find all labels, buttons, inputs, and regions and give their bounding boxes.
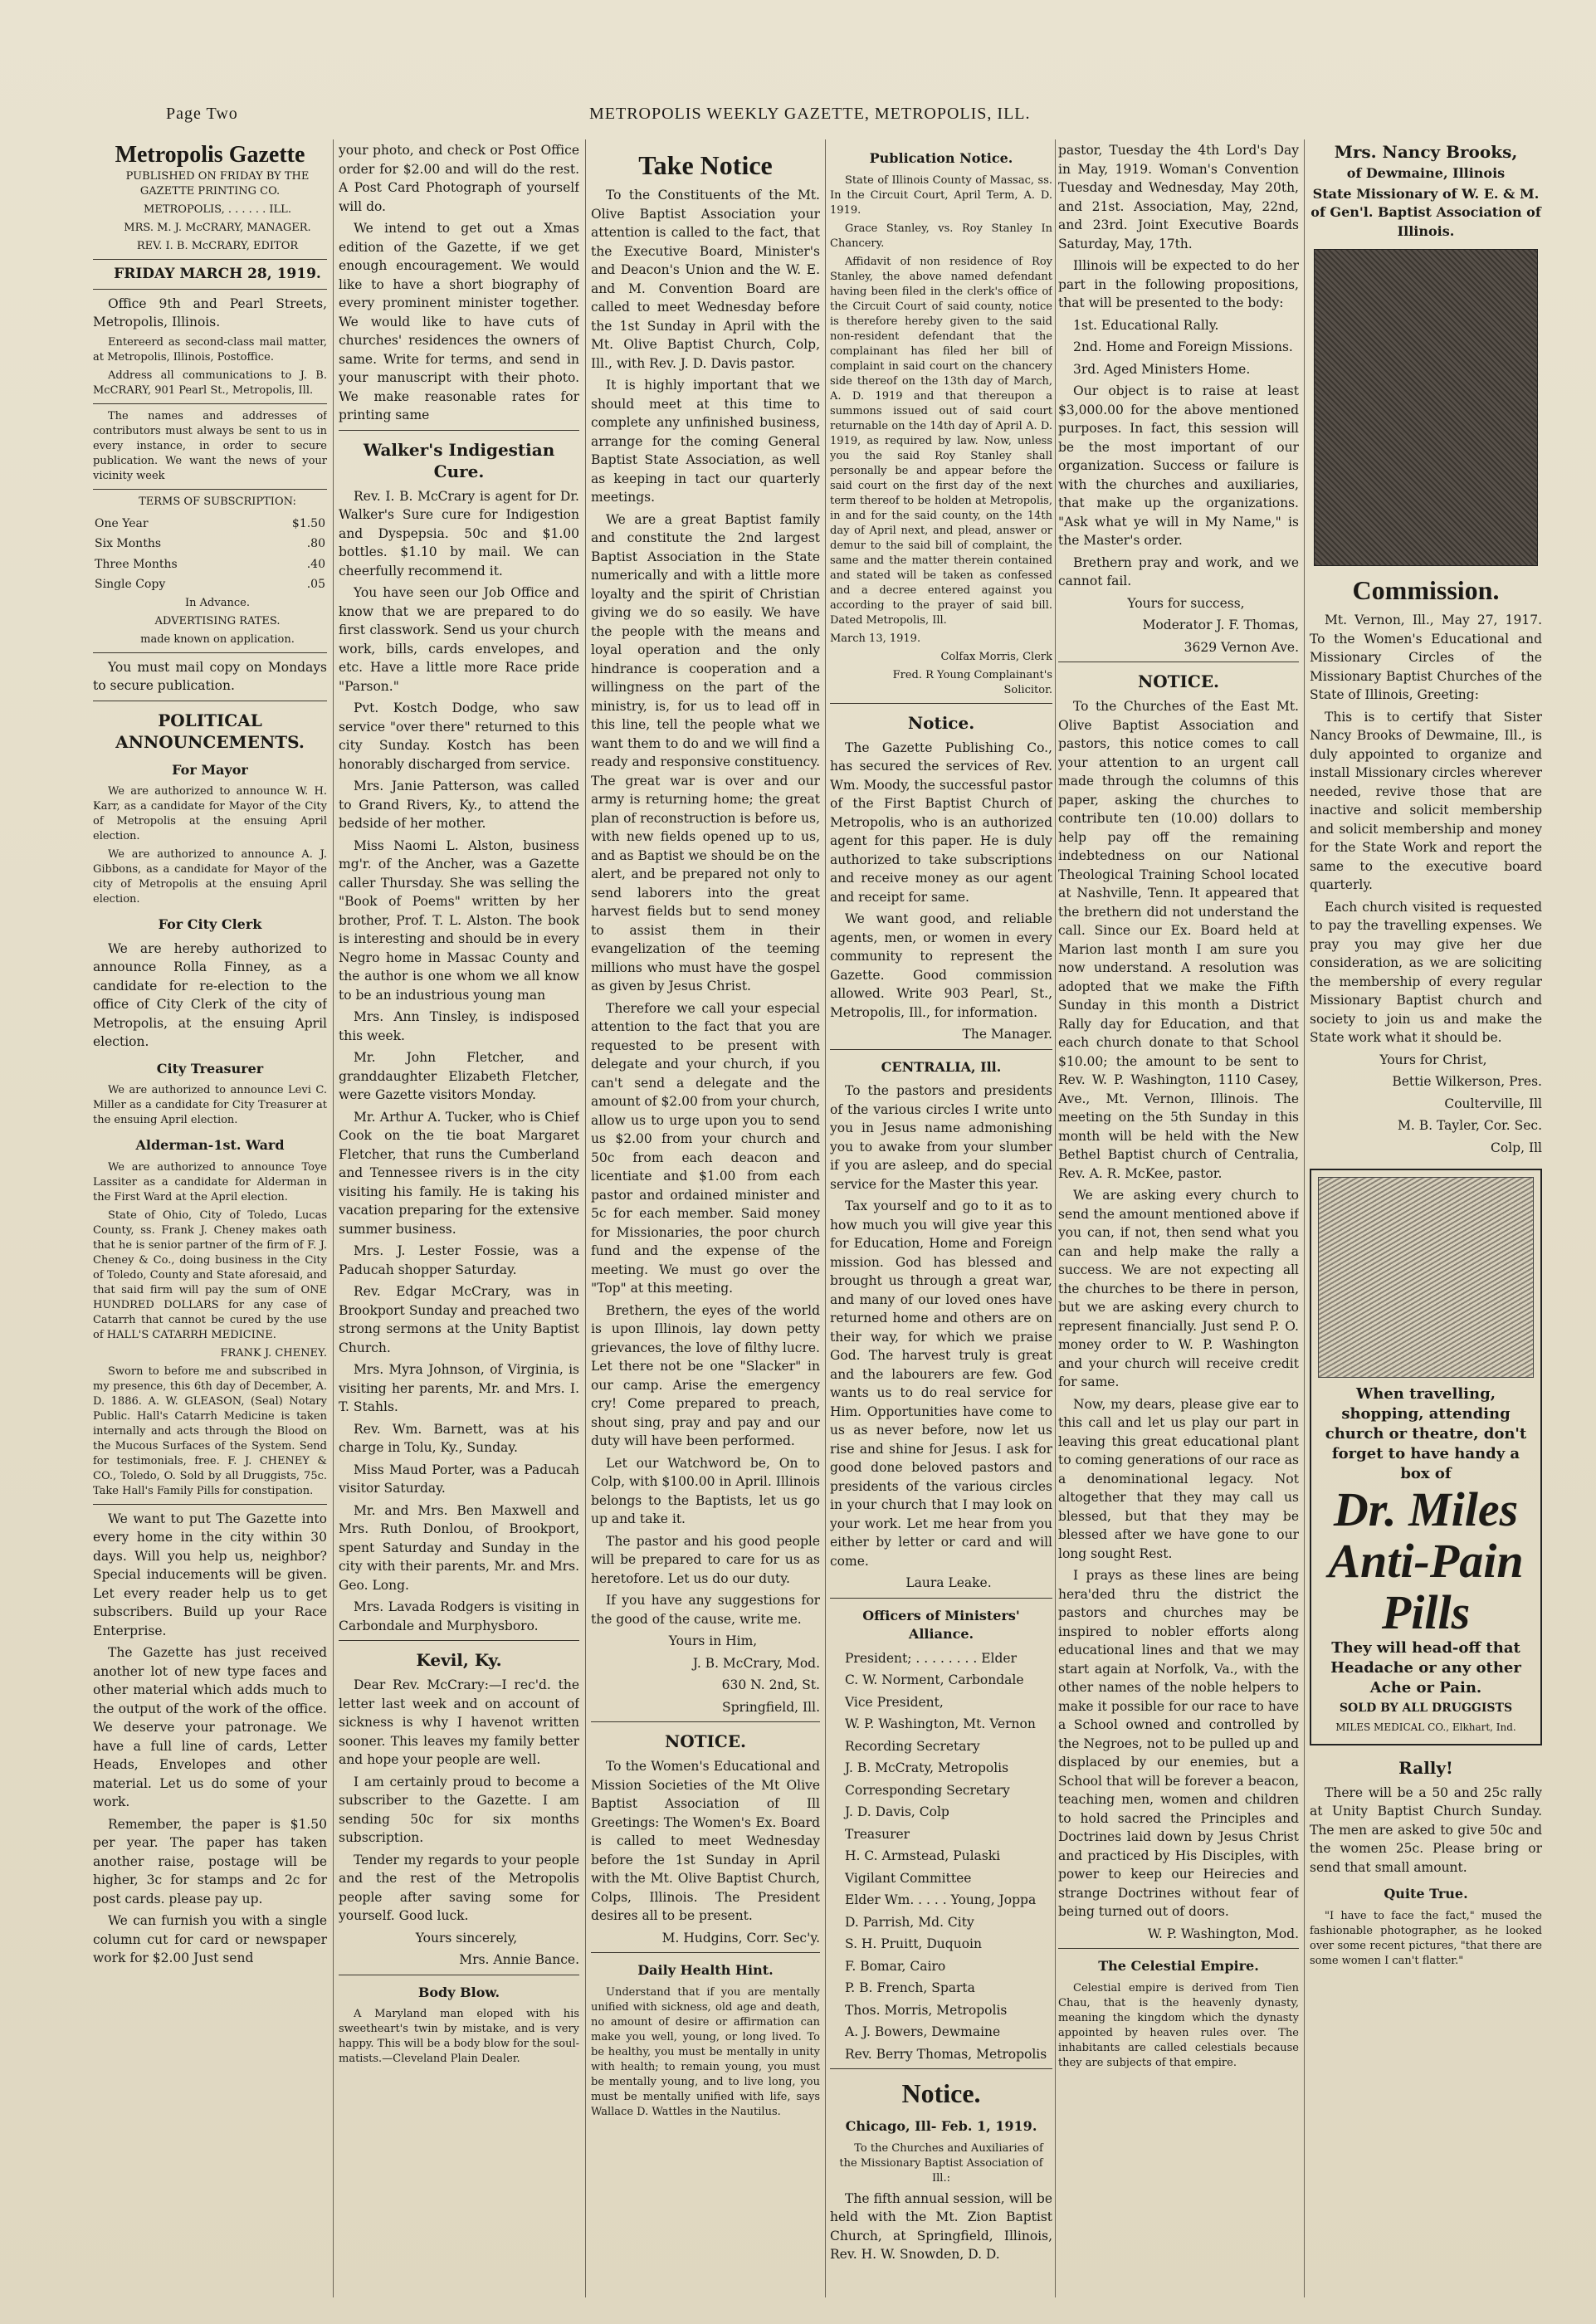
rally-heading: Rally! bbox=[1398, 1757, 1453, 1778]
list-item: S. H. Pruitt, Duquoin bbox=[845, 1936, 982, 1951]
take-notice-city: Springfield, Ill. bbox=[721, 1699, 820, 1715]
commission-sig-4: Colp, Ill bbox=[1491, 1140, 1542, 1155]
column-4 bbox=[830, 141, 1052, 2299]
chicago-heading: Chicago, Ill- Feb. 1, 1919. bbox=[845, 2118, 1037, 2134]
column-rule bbox=[1055, 139, 1056, 2297]
entered-notice: Entereerd as second-class mail matter, at Metropolis, Illinois, Postoffice. bbox=[93, 335, 327, 364]
fletcher-item: Mr. John Fletcher, and granddaughter Elizabeth Fletcher, were Gazette visitors Monday. bbox=[339, 1050, 579, 1102]
list-item: Thos. Morris, Metropolis bbox=[845, 2002, 1008, 2018]
catarrh-ad: State of Ohio, City of Toledo, Lucas County, ss. Frank J. Cheney makes oath that he is senior partner of the firm of F. J. Cheney & Co., doing business in the City of Toledo, County and State aforesaid, and that said firm will pay the sum of ONE HUNDRED DOLLARS for any case of Catarrh that cannot be cured by the use of HALL'S CATARRH MEDICINE. bbox=[93, 1208, 327, 1341]
column-5 bbox=[1058, 141, 1299, 2299]
kevil-heading: Kevil, Ky. bbox=[416, 1650, 502, 1670]
johnson-item: Mrs. Myra Johnson, of Virginia, is visiting her parents, Mr. and Mrs. I. T. Stahls. bbox=[339, 1362, 579, 1414]
notice-signature: The Manager. bbox=[962, 1027, 1052, 1042]
clerk-heading: For City Clerk bbox=[158, 916, 262, 932]
list-item: Vigilant Committee bbox=[845, 1870, 972, 1886]
fossie-item: Mrs. J. Lester Fossie, was a Paducah shopper Saturday. bbox=[339, 1243, 579, 1277]
empire-text: Celestial empire is derived from Tien Chau, that is the heavenly dynasty, meaning the kingdom which the dynasty appointed by heaven rules over. The inhabitants are called celestials because they are subjects of that empire. bbox=[1058, 1981, 1299, 2069]
ad-sold: SOLD BY ALL DRUGGISTS bbox=[1339, 1702, 1513, 1715]
notice-signature: W. P. Washington, Mod. bbox=[1147, 1926, 1299, 1941]
commission-p1: Mt. Vernon, Ill., May 27, 1917. To the Women's Educational and Missionary Circles of the Missionary Baptist Churches of the State of Illinois, Greeting: bbox=[1310, 613, 1542, 702]
notice-heading: NOTICE. bbox=[664, 1731, 747, 1751]
propositions-intro: Illinois will be expected to do her part in the following propositions, that will be presented to the body: bbox=[1058, 258, 1299, 310]
list-item: F. Bomar, Cairo bbox=[845, 1958, 946, 1974]
remember-notice: Remember, the paper is $1.50 per year. The paper has taken another raise, postage will be higher, 3c for stamps and 2c for post cards. please pay up. bbox=[93, 1816, 327, 1907]
body-blow-text: A Maryland man eloped with his sweetheart's twin by mistake, and is very happy. This will be a body blow for the soul-matists.—Cleveland Plain Dealer. bbox=[339, 2008, 579, 2065]
dodge-item: Pvt. Kostch Dodge, who saw service "over there" returned to this city Sunday. Kostch has been honorably discharged from service. bbox=[339, 701, 579, 772]
health-hint-heading: Daily Health Hint. bbox=[637, 1962, 774, 1978]
alderman-heading: Alderman-1st. Ward bbox=[135, 1137, 285, 1153]
health-hint-text: Understand that if you are mentally unified with sickness, old age and death, no amount of desire or affirmation can make you well, young, or long lived. To be healthy, you must be mentally in unity with health; to remain young, you must be mentally young, and to live long, you must be mentally unified with life, says Wallace D. Wattles in the Nautilus. bbox=[591, 1985, 820, 2118]
centralia-p2: Tax yourself and go to it as to how much you will give year this for Education, Home and Foreign mission. God has blessed and brought us through a great war, and many of our loved ones have returned home and others are on their way, for which we praise God. The harvest truly is great and the labourers are few. God wants us to do real service for Him. Opportunities have come to us as never before, now let us rise and shine for Jesus. I ask for good done beloved pastors and presidents of the various circles in your church that I may look on your work. Let me hear from you either by letter or card and will come. bbox=[830, 1199, 1052, 1569]
brooks-heading: Mrs. Nancy Brooks, bbox=[1334, 142, 1518, 162]
walker-text: Rev. I. B. McCrary is agent for Dr. Walker's Sure cure for Indigestion and Dyspepsia. 50c and $1.00 bottles. $1.10 by mail. We can cheerfully recommend it. bbox=[339, 488, 579, 579]
names-notice: The names and addresses of contributors must always be sent to us in every instance, in order to secure publication. We want the news of your vicinity week bbox=[93, 409, 327, 482]
notice-p3: Now, my dears, please give ear to this call and let us play our part in leaving this great educational plant to coming generations of our race as a denominational legacy. Not altogether that they may call us blessed, but that they may be blessed after we have gone to our long sought Rest. bbox=[1058, 1396, 1299, 1561]
table-row bbox=[95, 555, 325, 574]
terms-price: .40 bbox=[306, 557, 325, 571]
catarrh-signature: FRANK J. CHENEY. bbox=[220, 1346, 327, 1360]
subscription-table bbox=[93, 513, 327, 596]
notice-p4: I prays as these lines are being hera'ded thru the district the pastors and churches may be inspired to nobler efforts along educational lines and that we may start again at Norfolk, Va., with the other names of the noble helpers to make it possible for our race to have a School owned and controlled by the Negroes, not to be pulled up and displaced by our enemies, but a School that will be forever a beacon, teaching men, women and children to hold sacred the Principles and Doctrines laid down by Jesus Christ and practiced by His Disciples, with power to keep our Heirecies and strange Doctrines without fear of being turned out of doors. bbox=[1058, 1568, 1299, 1919]
terms-label: Six Months bbox=[95, 537, 162, 550]
take-notice-p3: We are a great Baptist family and constitute the 2nd largest Baptist Association in the State numerically and with a little more loyalty and the spirit of Christian giving we do so easily. We have the people with the means and loyal operation and the only hindrance is cooperation and a willingness on the part of the ministry, is, for us to lead off in this line, tell the people what we want them to do and we will find a ready and responsive constituency. The great war is over and our army is returning home; the great plan of reconstruction is before us, with new fields opened up to us, and as Baptist we should be on the alert, and be prepared not only to send laborers into the great harvest fields but to send money to assist them in their evangelization of the teeming millions who must have the gospel as given by Jesus Christ. bbox=[591, 511, 820, 994]
brooks-town: of Dewmaine, Illinois bbox=[1346, 165, 1506, 181]
edgar-item: Rev. Edgar McCrary, was in Brookport Sunday and preached two strong sermons at the Unity Baptist Church. bbox=[339, 1284, 579, 1355]
treasurer-heading: City Treasurer bbox=[156, 1060, 264, 1077]
officers-list bbox=[830, 1649, 1052, 2064]
notice-heading-2: Notice. bbox=[901, 2078, 981, 2108]
publication-case: Grace Stanley, vs. Roy Stanley In Chancery. bbox=[830, 222, 1052, 250]
adv-rates-title: ADVERTISING RATES. bbox=[154, 614, 281, 627]
commission-p3: Each church visited is requested to pay the travelling expenses. We pray you may give her due consideration, as we are soliciting the membership of every regular Missionary Baptist church and society to join us and make the State work what it should be. bbox=[1310, 899, 1542, 1045]
take-notice-p7: The pastor and his good people will be prepared to care for us as heretofore. Let us do our duty. bbox=[591, 1533, 820, 1586]
commission-heading: Commission. bbox=[1352, 575, 1500, 605]
list-item: Treasurer bbox=[845, 1826, 910, 1842]
list-item: Elder Wm. . . . . Young, Joppa bbox=[845, 1892, 1037, 1907]
notice-p1: To the Churches of the East Mt. Olive Baptist Association and pastors, this notice comes to call your attention to an urgent call made through the columns of this paper, asking the churches to contribute ten (10.00) dollars to help pay off the remaining indebtedness on our National Theological Training School located at Nashville, Tenn. It appeared that the brethern did not understand the call. Since our Ex. Board held at Marion last month I am sure you now understand. A resolution was adopted that we make the Fifth Sunday in this month a District Rally day for Education, and that each church donate to that School $10.00; the amount to be sent to Rev. W. P. Washington, 1110 Casey, Ave., Mt. Vernon, Illinois. The meeting on the 5th Sunday in this month will be held with the New Bethel Baptist church of Centralia, Rev. A. R. McKee, pastor. bbox=[1058, 699, 1299, 1181]
in-advance: In Advance. bbox=[185, 596, 250, 609]
list-item: C. W. Norment, Carbondale bbox=[845, 1672, 1024, 1687]
column-rule bbox=[1304, 139, 1305, 2297]
commission-sig-3: M. B. Tayler, Cor. Sec. bbox=[1398, 1118, 1542, 1133]
mayor-heading: For Mayor bbox=[172, 761, 248, 778]
commission-sig-2: Coulterville, Ill bbox=[1444, 1096, 1542, 1111]
adv-rates-text: made known on application. bbox=[140, 632, 295, 646]
political-heading: POLITICAL ANNOUNCEMENTS. bbox=[115, 710, 305, 752]
list-item: 3rd. Aged Ministers Home. bbox=[1073, 361, 1251, 377]
notice-heading: Notice. bbox=[907, 712, 975, 733]
column-rule bbox=[585, 139, 586, 2297]
list-item: Corresponding Secretary bbox=[845, 1782, 1010, 1798]
list-item: J. D. Davis, Colp bbox=[845, 1804, 949, 1819]
pray-text: Brethern pray and work, and we cannot fail. bbox=[1058, 554, 1299, 588]
moderator-address: 3629 Vernon Ave. bbox=[1184, 639, 1299, 655]
table-row bbox=[95, 575, 325, 594]
job-office: You have seen our Job Office and know that we are prepared to do first classwork. Send us your church work, bills, cards envelopes, and etc. Have a little more Race pride "Parson." bbox=[339, 585, 579, 694]
place-line: METROPOLIS, . . . . . . ILL. bbox=[144, 203, 291, 216]
list-item: W. P. Washington, Mt. Vernon bbox=[845, 1716, 1036, 1731]
object-text: Our object is to raise at least $3,000.00 for the above mentioned purposes. In fact, this session will be the most important of our organization. Success or failure is with the churches and auxiliaries, that make up the organizations. "Ask what ye will in My Name," is the Master's order. bbox=[1058, 383, 1299, 548]
commission-closing: Yours for Christ, bbox=[1379, 1052, 1487, 1067]
kevil-closing: Yours sincerely, bbox=[415, 1930, 518, 1946]
take-notice-p8: If you have any suggestions for the good of the cause, write me. bbox=[591, 1593, 820, 1627]
take-notice-heading: Take Notice bbox=[638, 150, 773, 180]
notice-heading: NOTICE. bbox=[1137, 671, 1220, 691]
list-item: J. B. McCraty, Metropolis bbox=[845, 1760, 1009, 1775]
take-notice-p1: To the Constituents of the Mt. Olive Baptist Association your attention is called to the fact, that the Executive Board, Minister's and Deacon's Union and the W. E. and M. Convention Board are called to meet Wednesday before the 1st Sunday in April with the Mt. Olive Baptist Church, Colp, Ill., with Rev. J. D. Davis pastor. bbox=[591, 188, 820, 371]
list-item: Recording Secretary bbox=[845, 1738, 980, 1754]
notice-signature: M. Hudgins, Corr. Sec'y. bbox=[661, 1930, 820, 1946]
chicago-salutation: To the Churches and Auxiliaries of the Missionary Baptist Association of Ill.: bbox=[839, 2141, 1043, 2185]
porter-item: Miss Maud Porter, was a Paducah visitor Saturday. bbox=[339, 1462, 579, 1496]
terms-price: .80 bbox=[306, 537, 325, 550]
address-notice: Address all communications to J. B. McCRARY, 901 Pearl St., Metropolis, Ill. bbox=[93, 369, 327, 397]
take-notice-p4: Therefore we call your especial attention to the fact that you are requested to be present with delegate and your church, if you can't send a delegate and the amount of $2.00 from your church, allow us to urge upon you to send us $2.00 from your church and 50c from each deacon and licentiate and $1.00 from each pastor and ordained minister and 5c for each member. Said money for Missionaries, the poor church fund and the expense of the meeting. We must go over the "Top" at this meeting. bbox=[591, 1000, 820, 1296]
table-row bbox=[95, 515, 325, 534]
clerk-notice: We are hereby authorized to announce Rolla Finney, as a candidate for re-election to the office of City Clerk of the city of Metropolis, at the ensuing April election. bbox=[93, 940, 327, 1049]
ad-text-2: They will head-off that Headache or any other Ache or Pain. bbox=[1330, 1639, 1521, 1697]
kevil-letter-2: I am certainly proud to become a subscriber to the Gazette. I am sending 50c for six months subscription. bbox=[339, 1774, 579, 1845]
column-3 bbox=[591, 141, 820, 2299]
take-notice-address: 630 N. 2nd, St. bbox=[721, 1677, 820, 1692]
portrait-photo bbox=[1314, 249, 1538, 566]
take-notice-closing: Yours in Him, bbox=[668, 1633, 758, 1648]
column-2 bbox=[339, 141, 579, 2299]
centralia-heading: CENTRALIA, Ill. bbox=[881, 1058, 1002, 1075]
take-notice-signature: J. B. McCrary, Mod. bbox=[692, 1655, 820, 1671]
want-notice: We want to put The Gazette into every home in the city within 30 days. Will you help us, neighbor? Special inducements will be given. Let every reader help us to get subscribers. Build up your Race Enterprise. bbox=[93, 1511, 327, 1638]
received-notice: The Gazette has just received another lot of new type faces and other material which adds much to the output of the work of the office. We deserve your patronage. We have a full line of cards, Letter Heads, Envelopes and other material. Let us do some of your work. bbox=[93, 1645, 327, 1809]
column-rule bbox=[825, 139, 826, 2297]
list-item: H. C. Armstead, Pulaski bbox=[845, 1848, 1001, 1863]
column-rule bbox=[333, 139, 334, 2297]
patterson-item: Mrs. Janie Patterson, was called to Grand Rivers, Ky., to attend the bedside of her mother. bbox=[339, 779, 579, 831]
notice-text: The Gazette Publishing Co., has secured the services of Rev. Wm. Moody, the successful pastor of the First Baptist Church of Metropolis, who is an authorized agent for this paper. He is duly authorized to take subscriptions and receive money as our agent and receipt for same. bbox=[830, 740, 1052, 905]
xmas-notice: We intend to get out a Xmas edition of the Gazette, if we get enough encouragement. We would like to have a short biography of every prominent minister together. We would like to have cuts of churches' residences the owners of same. Write for terms, and send in your manuscript with their photo. We make reasonable rates for printing same bbox=[339, 221, 579, 422]
centralia-signature: Laura Leake. bbox=[905, 1575, 992, 1590]
publication-solicitor: Fred. R Young Complainant's Solicitor. bbox=[892, 668, 1052, 696]
centralia-p1: To the pastors and presidents of the various circles I write unto you in Jesus name admonishing you to awake from your slumber if you are asleep, and do special service for the Master this year. bbox=[830, 1083, 1052, 1192]
ad-company: MILES MEDICAL CO., Elkhart, Ind. bbox=[1335, 1721, 1516, 1733]
commission-p2: This is to certify that Sister Nancy Brooks of Dewmaine, Ill., is duly appointed to organize and install Missionary circles wherever needed, revive those that are inactive and solicit membership and solicit membership and money for the State Work and report the same to the executive board quarterly. bbox=[1310, 709, 1542, 892]
photo-notice: your photo, and check or Post Office order for $2.00 and will do the rest. A Post Card Photograph of yourself will do. bbox=[339, 143, 579, 214]
terms-title: TERMS OF SUBSCRIPTION: bbox=[139, 495, 296, 508]
body-blow-heading: Body Blow. bbox=[417, 1984, 500, 2000]
list-item: P. B. French, Sparta bbox=[845, 1980, 975, 1995]
walker-heading: Walker's Indigestian Cure. bbox=[363, 439, 555, 481]
masthead: Metropolis Gazette bbox=[115, 142, 305, 168]
moderator-signature: Moderator J. F. Thomas, bbox=[1142, 618, 1299, 632]
notice-text: To the Women's Educational and Mission Societies of the Mt Olive Baptist Association of Ill Greetings: The Women's Ex. Board is called to meet Wednesday before the 1st Sunday in April with the Mt. Olive Baptist Church, Colps, Illinois. The President desires all to be present. bbox=[591, 1759, 820, 1923]
kevil-signature: Mrs. Annie Bance. bbox=[459, 1952, 579, 1967]
barnett-item: Rev. Wm. Barnett, was at his charge in Tolu, Ky., Sunday. bbox=[339, 1421, 579, 1455]
terms-label: Three Months bbox=[95, 557, 178, 571]
page-header bbox=[166, 98, 1461, 131]
take-notice-p5: Brethern, the eyes of the world is upon Illinois, lay down petty grievances, the love of filthy lucre. Let there not be one "Slacker" in our camp. Arise the emergency cry! Come prepared to preach, shout sing, pray and pay and our duty will have been performed. bbox=[591, 1302, 820, 1448]
notice-agents: We want good, and reliable agents, men, or women in every community to represent the Gazette. Good commission allowed. Write 903 Pearl, St., Metropolis, Ill., for information. bbox=[830, 911, 1052, 1020]
publication-state: State of Illinois County of Massac, ss. In the Circuit Court, April Term, A. D. 1919. bbox=[830, 173, 1052, 217]
manager-line: MRS. M. J. McCRARY, MANAGER. bbox=[124, 222, 311, 234]
mayor-notice-1: We are authorized to announce W. H. Karr, as a candidate for Mayor of the City of Metropolis at the ensuing April election. bbox=[93, 785, 327, 842]
tinsley-item: Mrs. Ann Tinsley, is indisposed this week. bbox=[339, 1009, 579, 1043]
catarrh-ad-2: Sworn to before me and subscribed in my presence, this 6th day of December, A. D. 1886. A. W. GLEASON, (Seal) Notary Public. Hall's Catarrh Medicine is taken internally and acts through the Blood on the Mucous Surfaces of the System. Send for testimonials, free. F. J. CHENEY & CO., Toledo, O. Sold by all Druggists, 75c. Take Hall's Family Pills for constipation. bbox=[93, 1365, 327, 1497]
terms-price: .05 bbox=[306, 578, 325, 591]
notice-p2: We are asking every church to send the amount mentioned above if you can, if not, then send what you can and help make the rally a success. We are not expecting all the churches to be there in person, but we are asking every church to represent financially. Just send P. O. money order to W. P. Washington and your church will receive credit for same. bbox=[1058, 1188, 1299, 1389]
kevil-letter-1: Dear Rev. McCrary:—I rec'd. the letter last week and on account of sickness is why I havenot written sooner. This leaves my family better and hope your people are well. bbox=[339, 1677, 579, 1767]
list-item: D. Parrish, Md. City bbox=[845, 1914, 974, 1930]
column-6 bbox=[1310, 141, 1542, 2299]
take-notice-p2: It is highly important that we should meet at this time to complete any unfinished business, arrange for the coming General Baptist State Association, as well as keeping in tact our quarterly meetings. bbox=[591, 378, 820, 505]
ad-illustration bbox=[1318, 1177, 1534, 1378]
office-address: Office 9th and Pearl Streets, Metropolis, Illinois. bbox=[93, 295, 327, 330]
list-item: 1st. Educational Rally. bbox=[1073, 317, 1219, 333]
quite-true-text: "I have to face the fact," mused the fashionable photographer, as he looked over some recent pictures, "that there are some women I can't flatter." bbox=[1310, 1909, 1542, 1967]
publication-date: March 13, 1919. bbox=[830, 632, 921, 645]
brooks-title: State Missionary of W. E. & M. of Gen'l. Baptist Association of Illinois. bbox=[1310, 185, 1541, 239]
terms-price: $1.50 bbox=[291, 516, 325, 530]
ad-text: When travelling, shopping, attending church or theatre, don't forget to have handy a box of bbox=[1325, 1385, 1527, 1482]
alderman-notice: We are authorized to announce Toye Lassiter as a candidate for Alderman in the First Ward at the April election. bbox=[93, 1160, 327, 1204]
issue-date: FRIDAY MARCH 28, 1919. bbox=[114, 266, 321, 282]
kevil-letter-3: Tender my regards to your people and the rest of the Metropolis people after saving some for yourself. Good luck. bbox=[339, 1852, 579, 1923]
page-number: Page Two bbox=[166, 105, 238, 123]
alston-item: Miss Naomi L. Alston, business mg'r. of the Ancher, was a Gazette caller Thursday. She was selling the "Book of Poems" written by her brother, Prof. T. L. Alston. The book is interesting and should be in every Negro home in Massac County and the author is one whom we all know to be an industrious young man bbox=[339, 837, 579, 1003]
ad-brand: Dr. Miles Anti-Pain Pills bbox=[1328, 1482, 1524, 1639]
publisher-line: PUBLISHED ON FRIDAY BY THE GAZETTE PRINTING CO. bbox=[125, 170, 310, 198]
maxwell-item: Mr. and Mrs. Ben Maxwell and Mrs. Ruth Donlou, of Brookport, spent Saturday and Sunday in the city with their parents, Mr. and Mrs. Geo. Long. bbox=[339, 1502, 579, 1593]
list-item: President; . . . . . . . . Elder bbox=[845, 1650, 1017, 1666]
mayor-notice-2: We are authorized to announce A. J. Gibbons, as a candidate for Mayor of the city of Metropolis at the ensuing April election. bbox=[93, 848, 327, 906]
terms-label: One Year bbox=[95, 516, 149, 530]
terms-label: Single Copy bbox=[95, 578, 166, 591]
chicago-text: The fifth annual session, will be held with the Mt. Zion Baptist Church, at Springfield, Illinois, Rev. H. W. Snowden, D. D. bbox=[830, 2190, 1052, 2262]
table-row bbox=[95, 535, 325, 554]
publication-notice-heading: Publication Notice. bbox=[869, 150, 1013, 166]
empire-heading: The Celestial Empire. bbox=[1098, 1958, 1259, 1974]
mail-notice: You must mail copy on Mondays to secure publication. bbox=[93, 659, 327, 693]
quite-true-heading: Quite True. bbox=[1384, 1886, 1468, 1902]
list-item: A. J. Bowers, Dewmaine bbox=[845, 2024, 1001, 2039]
list-item: Vice President, bbox=[845, 1694, 944, 1710]
tucker-item: Mr. Arthur A. Tucker, who is Chief Cook on the tie boat Margaret Fletcher, that runs the Cumberland and Tennessee rivers is in the city visiting his family. He is taking his vacation preparing for the extensive summer business. bbox=[339, 1109, 579, 1237]
convention-dates: pastor, Tuesday the 4th Lord's Day in May, 1919. Woman's Convention Tuesday and Wednesday, May 20th, and 21st. Association, May, 22nd, and 23rd. Joint Executive Boards Saturday, May, 17th. bbox=[1058, 143, 1299, 251]
treasurer-notice: We are authorized to announce Levi C. Miller as a candidate for City Treasurer at the ensuing April election. bbox=[93, 1084, 327, 1126]
list-item: 2nd. Home and Foreign Missions. bbox=[1073, 339, 1293, 354]
dr-miles-ad bbox=[1310, 1169, 1542, 1745]
paper-title: METROPOLIS WEEKLY GAZETTE, METROPOLIS, ILL. bbox=[589, 105, 1031, 123]
rally-text: There will be a 50 and 25c rally at Unity Baptist Church Sunday. The men are asked to give 50c and the women 25c. Please bring or send that small amount. bbox=[1310, 1784, 1542, 1875]
publication-text: Affidavit of non residence of Roy Stanley, the above named defendant having been filed in the clerk's office of the Circuit Court of said county, notice is therefore hereby given to the said non-resident defendant that the complainant has filed her bill of complaint in said court on the chancery side thereof on the 13th day of March, A. D. 1919 and that thereupon a summons issued out of said court returnable on the 14th day of April A. D. 1919, as required by law. Now, unless you the said Roy Stanley shall personally be and appear before the said court on the first day of the next term thereof to be holden at Metropolis, in and for the said county, on the 14th day of April next, and plead, answer or demur to the said bill of complaint, the same and the matter therein contained and stated will be taken as confessed and a decree entered against you according to the prayer of said bill. Dated Metropolis, Ill. bbox=[830, 255, 1052, 627]
officers-heading: Officers of Ministers' Alliance. bbox=[862, 1607, 1020, 1642]
list-item: Rev. Berry Thomas, Metropolis bbox=[845, 2046, 1047, 2062]
rodgers-item: Mrs. Lavada Rodgers is visiting in Carbondale and Murphysboro. bbox=[339, 1599, 579, 1633]
column-1 bbox=[93, 141, 327, 2299]
editor-line: REV. I. B. McCRARY, EDITOR bbox=[136, 240, 299, 252]
take-notice-p6: Let our Watchword be, On to Colp, with $100.00 in April. Illinois belongs to the Baptists, let us go up and take it. bbox=[591, 1455, 820, 1526]
cuts-notice: We can furnish you with a single column cut for card or newspaper work for $2.00 Just send bbox=[93, 1913, 327, 1965]
commission-sig-1: Bettie Wilkerson, Pres. bbox=[1392, 1074, 1542, 1089]
closing: Yours for success, bbox=[1127, 595, 1245, 611]
publication-clerk: Colfax Morris, Clerk bbox=[940, 650, 1052, 663]
